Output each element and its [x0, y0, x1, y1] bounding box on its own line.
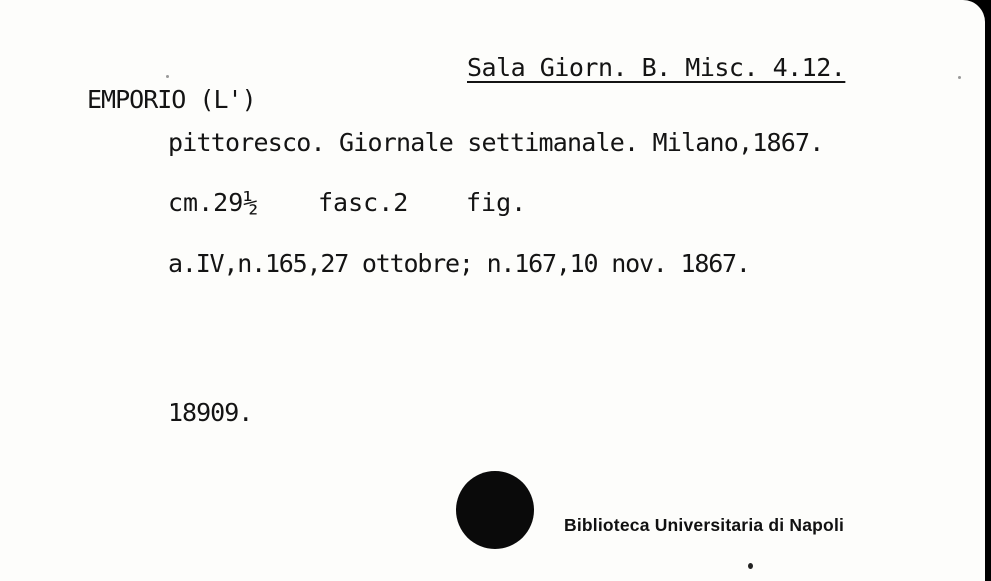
- title-line: pittoresco. Giornale settimanale. Milano,1867.: [168, 128, 824, 157]
- format-size: cm.29½: [168, 188, 259, 217]
- ink-speck: [748, 563, 753, 569]
- library-stamp: Biblioteca Universitaria di Napoli: [564, 515, 845, 535]
- ink-speck: [958, 76, 961, 79]
- shelfmark: Sala Giorn. B. Misc. 4.12.: [467, 53, 846, 82]
- punch-hole-blot: [456, 471, 534, 549]
- catalog-heading: EMPORIO (L'): [87, 85, 256, 114]
- ink-speck: [166, 75, 169, 78]
- format-illustrations: fig.: [466, 188, 527, 217]
- inventory-number: 18909.: [168, 398, 253, 427]
- format-fascicles: fasc.2: [318, 188, 409, 217]
- format-line: [168, 190, 526, 215]
- issues-line: a.IV,n.165,27 ottobre; n.167,10 nov. 1867.: [168, 249, 750, 278]
